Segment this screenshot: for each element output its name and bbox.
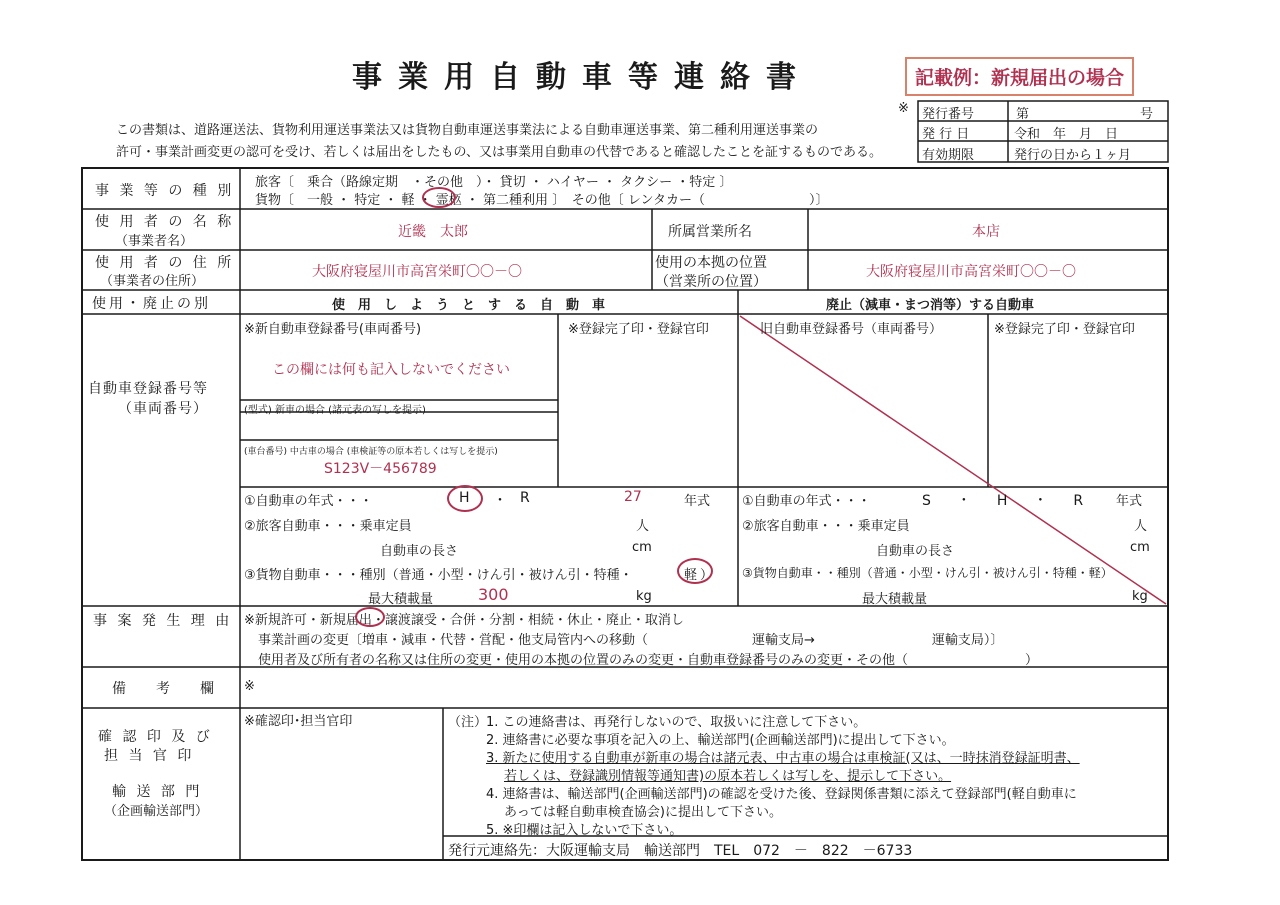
left-capacity-value: 300 bbox=[478, 585, 509, 604]
note-3a: 3. 新たに使用する自動車が新車の場合は諸元表、中古車の場合は車検証(又は、一時抹消登録証明書、 bbox=[486, 751, 1080, 766]
new-number-label: ※新自動車登録番号(車両番号) bbox=[244, 322, 422, 337]
issuer-contact: 発行元連絡先：大阪運輸支局 輸送部門 TEL 072 － 822 －6733 bbox=[448, 843, 913, 859]
left-passenger-unit: 人 bbox=[636, 519, 650, 534]
confirm-label-4: （企画輸送部門） bbox=[104, 804, 209, 819]
user-name-value: 近畿 太郎 bbox=[398, 224, 468, 240]
remarks-value: ※ bbox=[244, 679, 255, 694]
business-type-label: 事 業 等 の 種 別 bbox=[95, 183, 235, 199]
note-5: 5. ※印欄は記入しないで下さい。 bbox=[486, 823, 683, 838]
note-2: 2. 連絡書に必要な事項を記入の上、輸送部門(企画輸送部門)に提出して下さい。 bbox=[486, 733, 955, 748]
confirm-stamp-label: ※確認印･担当官印 bbox=[244, 714, 353, 729]
right-length-label: 自動車の長さ bbox=[876, 544, 955, 559]
circle-mark-h bbox=[447, 485, 483, 512]
circle-mark-kei bbox=[422, 187, 456, 208]
left-cargo-close: ） bbox=[700, 568, 714, 583]
reason-line-1: ※新規許可・新規届出・譲渡譲受・合併・分割・相続・休止・廃止・取消し bbox=[244, 613, 684, 628]
confirm-label-3: 輸 送 部 門 bbox=[112, 784, 203, 800]
left-year-label: ①自動車の年式・・・ bbox=[244, 494, 373, 509]
chassis-value: S123V－456789 bbox=[324, 461, 437, 477]
confirm-label-1: 確 認 印 及 び bbox=[98, 729, 213, 745]
left-capacity-label: 最大積載量 bbox=[368, 592, 434, 607]
note-4b: あっては軽自動車検査協会)に提出して下さい。 bbox=[504, 805, 782, 820]
note-3b: 若しくは、登録識別情報等通知書)の原本若しくは写しを、提示して下さい。 bbox=[504, 769, 952, 784]
issue-number-suffix: 号 bbox=[1140, 107, 1154, 122]
right-passenger-label: ②旅客自動車・・・乗車定員 bbox=[742, 519, 910, 534]
left-cargo-kei: 軽 bbox=[684, 568, 698, 583]
issue-number-prefix: 第 bbox=[1016, 107, 1030, 122]
right-year-eras: S ・ H ・ R bbox=[922, 493, 1090, 509]
right-passenger-unit: 人 bbox=[1134, 519, 1148, 534]
business-type-line-2: 貨物〔 一般 ・ 特定 ・ 軽 ・ 霊柩 ・ 第二種利用 〕 その他〔 レンタカー（ ）〕 bbox=[255, 193, 829, 208]
business-type-line-1: 旅客〔 乗合（路線定期 ・その他 ）・ 貸切 ・ ハイヤー ・ タクシー ・特定 〕 bbox=[255, 175, 733, 190]
old-number-label: 旧自動車登録番号（車両番号） bbox=[760, 322, 943, 337]
right-year-unit: 年式 bbox=[1116, 494, 1143, 509]
circle-mark-kei-cargo bbox=[677, 558, 713, 584]
left-cargo-label: ③貨物自動車・・・種別（普通・小型・けん引・被けん引・特種・ bbox=[244, 568, 633, 583]
user-name-label: 使 用 者 の 名 称 bbox=[95, 214, 235, 230]
stamp-label-left: ※登録完了印・登録官印 bbox=[568, 322, 709, 337]
left-year-unit: 年式 bbox=[684, 494, 711, 509]
no-entry-note: この欄には何も記入しないでください bbox=[272, 362, 510, 378]
registration-sublabel: （車両番号） bbox=[118, 401, 208, 417]
note-4a: 4. 連絡書は、輸送部門(企画輸送部門)の確認を受けた後、登録関係書類に添えて登録部門(軽自動車に bbox=[486, 787, 1077, 802]
right-year-label: ①自動車の年式・・・ bbox=[742, 494, 871, 509]
abolish-header: 廃止（減車・まつ消等）する自動車 bbox=[826, 298, 1035, 313]
confirm-label-2: 担 当 官 印 bbox=[104, 748, 195, 764]
left-year-value: 27 bbox=[624, 489, 642, 505]
left-year-sep: ・ bbox=[493, 493, 507, 509]
office-name-value: 本店 bbox=[972, 224, 1000, 240]
user-name-sublabel: （事業者名） bbox=[115, 234, 194, 249]
example-label: 記載例：新規届出の場合 bbox=[905, 57, 1134, 96]
left-year-era-h: H bbox=[459, 490, 470, 506]
right-length-unit: cm bbox=[1130, 540, 1150, 555]
intro-line-2: 許可・事業計画変更の認可を受け、若しくは届出をしたもの、又は事業用自動車の代替であると確認したことを証するものである。 bbox=[116, 145, 882, 160]
chassis-label: (車台番号) 中古車の場合 (車検証等の原本若しくは写しを提示) bbox=[244, 447, 498, 457]
issue-number-label: 発行番号 bbox=[922, 107, 975, 122]
left-length-unit: cm bbox=[632, 540, 652, 555]
right-cargo-label: ③貨物自動車・・種別（普通・小型・けん引・被けん引・特種・軽） bbox=[742, 566, 1113, 580]
user-address-label: 使 用 者 の 住 所 bbox=[95, 255, 235, 271]
registration-label: 自動車登録番号等 bbox=[88, 381, 208, 397]
use-header: 使 用 し よ う と す る 自 動 車 bbox=[332, 298, 606, 313]
right-capacity-unit: kg bbox=[1132, 589, 1148, 604]
remarks-label: 備 考 欄 bbox=[112, 681, 222, 697]
page-title: 事業用自動車等連絡書 bbox=[352, 60, 812, 95]
use-abolish-label: 使用・廃止の別 bbox=[92, 296, 211, 312]
base-location-value: 大阪府寝屋川市高宮栄町〇〇－〇 bbox=[866, 264, 1076, 280]
right-capacity-label: 最大積載量 bbox=[862, 592, 928, 607]
user-address-sublabel: （事業者の住所） bbox=[100, 274, 205, 289]
reason-label: 事 案 発 生 理 由 bbox=[93, 613, 233, 629]
stamp-label-right: ※登録完了印・登録官印 bbox=[994, 322, 1135, 337]
issue-date-value: 令和 年 月 日 bbox=[1014, 127, 1119, 142]
model-label: (型式) 新車の場合 (諸元表の写しを提示) bbox=[244, 405, 426, 416]
user-address-value: 大阪府寝屋川市高宮栄町〇〇－〇 bbox=[312, 264, 522, 280]
left-year-era-r: R bbox=[520, 490, 530, 506]
left-passenger-label: ②旅客自動車・・・乗車定員 bbox=[244, 519, 412, 534]
left-capacity-unit: kg bbox=[636, 589, 652, 604]
validity-value: 発行の日から１ヶ月 bbox=[1014, 148, 1132, 163]
base-location-label: 使用の本拠の位置 bbox=[655, 255, 767, 271]
note-1: 1. この連絡書は、再発行しないので、取扱いに注意して下さい。 bbox=[486, 715, 867, 730]
left-length-label: 自動車の長さ bbox=[380, 544, 459, 559]
intro-line-1: この書類は、道路運送法、貨物利用運送事業法又は貨物自動車運送事業法による自動車運送事業、第二種利用運送事業の bbox=[116, 123, 819, 138]
notes-heading: （注） bbox=[448, 715, 488, 730]
reason-line-3: 使用者及び所有者の名称又は住所の変更・使用の本拠の位置のみの変更・自動車登録番号のみの変更・その他（ ） bbox=[258, 653, 1039, 668]
circle-mark-shinki bbox=[355, 607, 385, 627]
office-name-label: 所属営業所名 bbox=[668, 224, 752, 240]
base-location-sublabel: （営業所の位置） bbox=[655, 274, 767, 290]
issue-date-label: 発 行 日 bbox=[922, 127, 970, 142]
validity-label: 有効期限 bbox=[922, 148, 975, 163]
issue-asterisk: ※ bbox=[898, 101, 909, 116]
reason-line-2: 事業計画の変更〔増車・減車・代替・営配・他支局管内への移動（ 運輸支局→ 運輸支局）〕 bbox=[258, 633, 1004, 648]
